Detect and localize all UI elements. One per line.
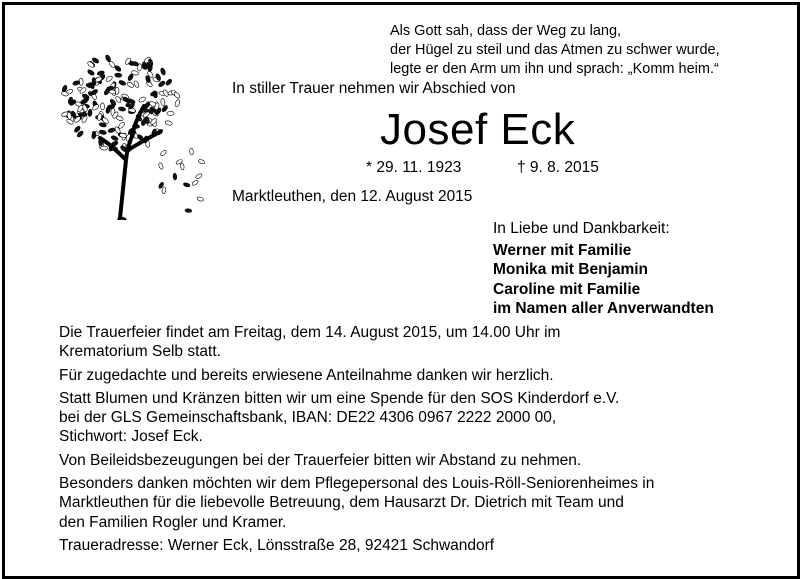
mourners-block [493,219,714,319]
notice-line: Stichwort: Josef Eck. [59,428,203,446]
poem-line: legte er den Arm um ihn und sprach: „Komm heim.“ [390,61,719,77]
mourner-name: Monika mit Benjamin [493,261,649,278]
notice-line: Für zugedachte und bereits erwiesene Anteilnahme danken wir herzlich. [59,366,554,384]
notices [59,323,759,559]
notice-special-thanks [59,474,759,532]
mourner-name: Caroline mit Familie [493,280,641,298]
notice-line: bei der GLS Gemeinschaftsbank, IBAN: DE22 4306 0967 2222 2000 00, [59,409,557,427]
notice-line: Besonders danken möchten wir dem Pflegepersonal des Louis-Röll-Seniorenheimes in [59,475,655,493]
notice-thanks [59,366,759,385]
notice-line: Die Trauerfeier findet am Freitag, dem 14. August 2015, um 14.00 Uhr im [59,324,561,341]
poem-line: der Hügel zu steil und das Atmen zu schwer wurde, [390,42,720,58]
deceased-name: Josef Eck [380,105,576,154]
poem [390,22,760,79]
notice-line: Statt Blumen und Kränzen bitten wir um eine Spende für den SOS Kinderdorf e.V. [59,389,620,407]
death-date: † 9. 8. 2015 [517,159,599,176]
notice-funeral [59,323,759,362]
notice-donation [59,389,759,447]
mourners-heading: In Liebe und Dankbarkeit: [493,220,670,237]
tree-with-falling-leaves-icon [48,40,208,220]
intro-text: In stiller Trauer nehmen wir Abschied von [232,80,516,97]
birth-date: * 29. 11. 1923 [366,159,462,176]
place-date: Marktleuthen, den 12. August 2015 [232,188,473,205]
mourner-name: im Namen aller Anverwandten [493,300,714,317]
notice-condolences [59,451,759,470]
notice-line: Traueradresse: Werner Eck, Lönsstraße 28, 92421 Schwandorf [59,536,495,554]
notice-line: Marktleuthen für die liebevolle Betreuung, dem Hausarzt Dr. Dietrich mit Team und [59,494,624,512]
poem-line: Als Gott sah, dass der Weg zu lang, [390,23,622,39]
notice-line: Krematorium Selb statt. [59,343,221,361]
mourner-name: Werner mit Familie [493,241,632,259]
notice-line: Von Beileidsbezeugungen bei der Trauerfeier bitten wir Abstand zu nehmen. [59,451,582,469]
notice-address [59,536,759,555]
notice-line: den Familien Rogler und Kramer. [59,513,287,531]
